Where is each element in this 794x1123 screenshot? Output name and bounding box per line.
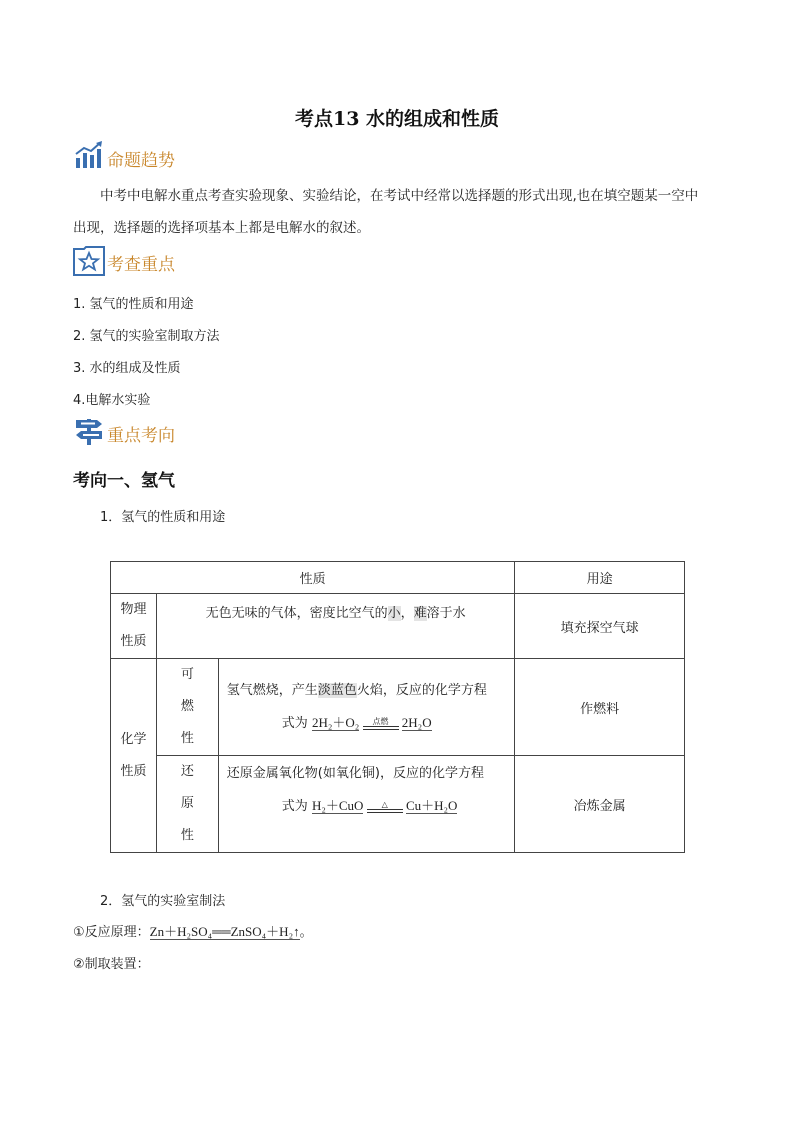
flammable-label: 可 燃 性: [156, 659, 218, 756]
header-use: 用途: [515, 562, 685, 594]
header-property: 性质: [111, 562, 515, 594]
reducing-use: 冶炼金属: [515, 756, 685, 853]
section-direction-label: 重点考向: [107, 426, 175, 446]
hydrogen-properties-table: [110, 561, 685, 853]
device-label: ②制取装置：: [73, 957, 150, 972]
chart-icon: [73, 140, 105, 172]
reducing-equation: H₂＋CuO △ Cu＋H₂O: [311, 798, 458, 813]
trend-paragraph-line-1: 中考中电解水重点考查实验现象、实验结论，在考试中经常以选择题的形式出现,也在填空题某一空中: [100, 188, 699, 204]
focus-item-4: 4.电解水实验: [73, 393, 151, 408]
focus-item-2: 2. 氢气的实验室制取方法: [73, 329, 220, 344]
subsection-2-title: 2．氢气的实验室制法: [100, 894, 226, 909]
section-direction-header: [73, 415, 175, 447]
physical-use: 填充探空气球: [515, 594, 685, 659]
page-title: 考点13 水的组成和性质: [294, 108, 500, 130]
focus-item-1: 1. 氢气的性质和用途: [73, 297, 194, 312]
focus-item-3: 3. 水的组成及性质: [73, 361, 181, 376]
reducing-desc: 还原金属氧化物(如氧化铜)，反应的化学方程 式为 H₂＋CuO △ Cu＋H₂O: [218, 756, 515, 853]
physical-label: 物理 性质: [111, 594, 157, 659]
signpost-icon: [73, 415, 105, 447]
trend-paragraph-line-2: 出现，选择题的选择项基本上都是电解水的叙述。: [73, 220, 370, 236]
flammable-desc: 氢气燃烧，产生淡蓝色火焰，反应的化学方程 式为 2H₂＋O₂ 点燃 2H₂O: [218, 659, 515, 756]
section-trend-header: [73, 140, 175, 172]
chemical-label: 化学 性质: [111, 659, 157, 853]
star-folder-icon: [73, 244, 105, 276]
principle-equation: Zn＋H₂SO₄══ZnSO₄＋H₂↑: [149, 924, 300, 939]
reducing-label: 还 原 性: [156, 756, 218, 853]
flammable-use: 作燃料: [515, 659, 685, 756]
section-focus-label: 考查重点: [107, 255, 175, 275]
reaction-principle: ①反应原理：Zn＋H₂SO₄══ZnSO₄＋H₂↑。: [73, 924, 313, 940]
physical-desc: 无色无味的气体，密度比空气的小，难溶于水: [156, 594, 514, 659]
flammable-equation: 2H₂＋O₂ 点燃 2H₂O: [311, 714, 432, 730]
subsection-1-title: 1．氢气的性质和用途: [100, 510, 226, 525]
direction-heading: 考向一、氢气: [73, 471, 175, 491]
section-trend-label: 命题趋势: [107, 151, 175, 171]
section-focus-header: [73, 244, 175, 276]
